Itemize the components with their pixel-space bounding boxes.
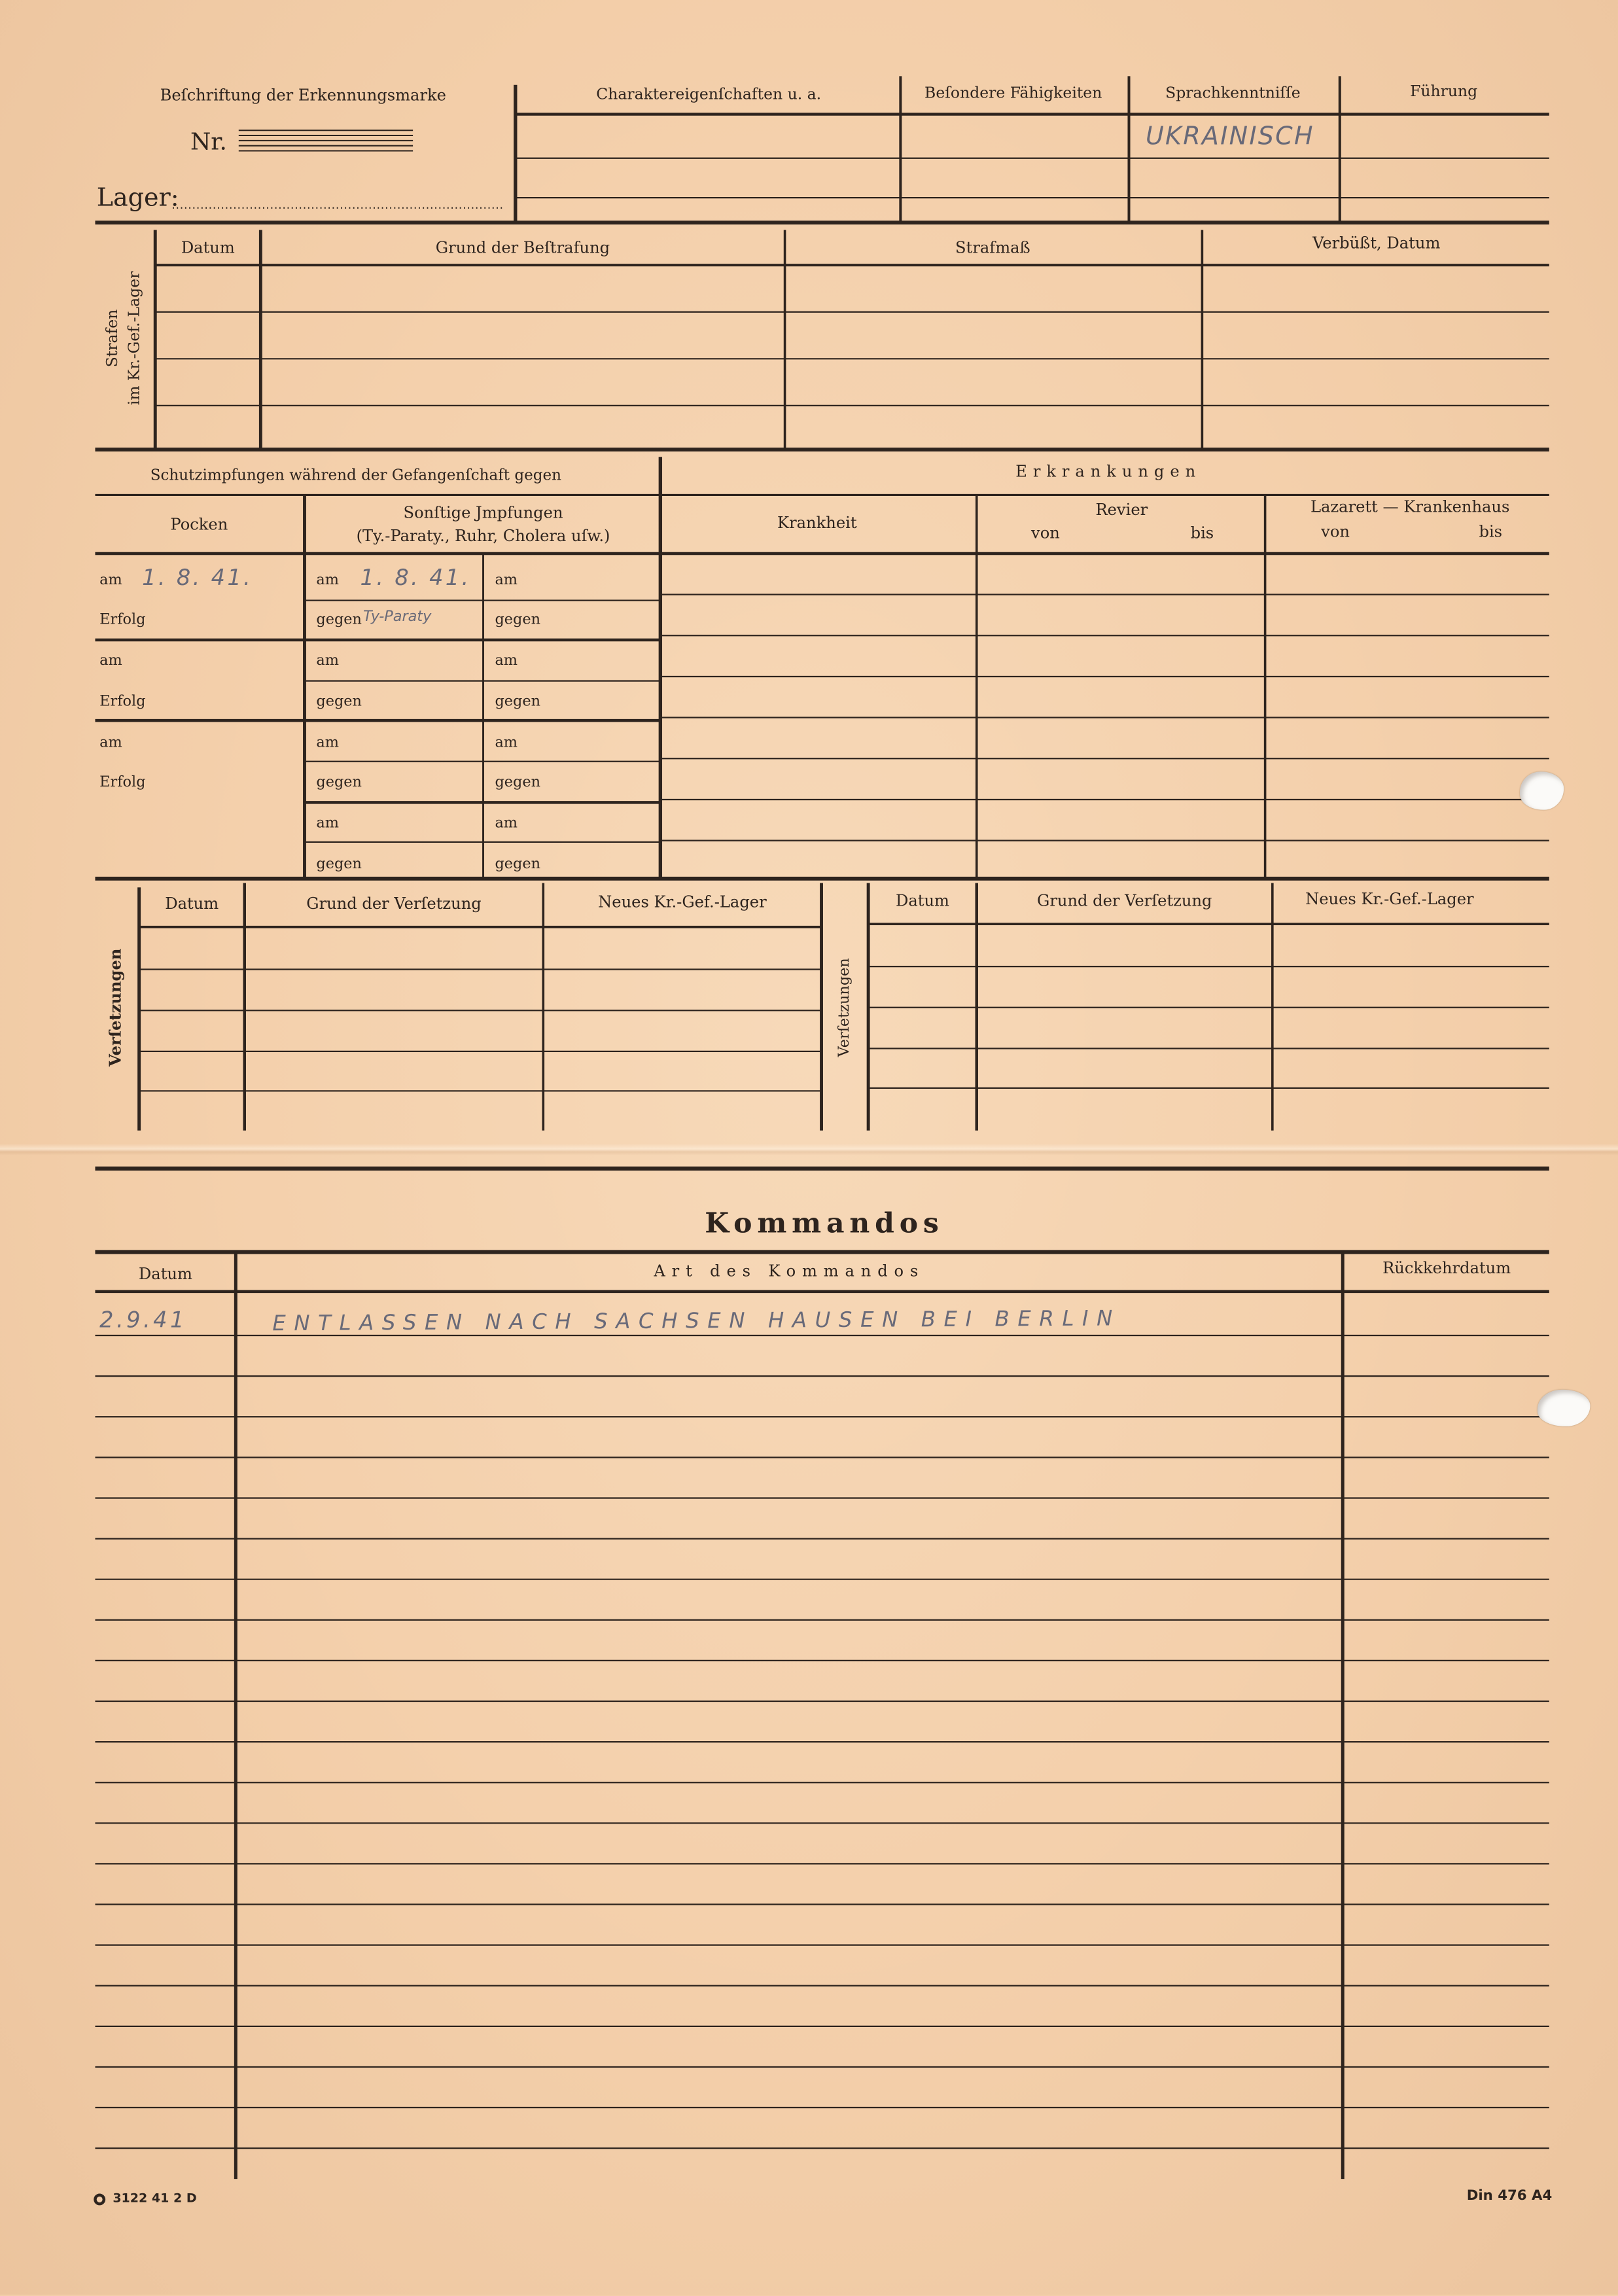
strafen-side-label-line-2: im Kr.-Gef.-Lager	[126, 271, 144, 406]
sonstige-am-label: am	[316, 653, 339, 669]
sonstige-gegen-label: gegen	[495, 857, 541, 873]
sonstige-gegen-label: gegen	[495, 694, 541, 711]
versetzungen-right-header-neues-lager: Neues Kr.-Gef.-Lager	[1305, 889, 1474, 909]
versetzungen-side-label-left: Verſetzungen	[106, 948, 126, 1067]
sprachkenntnisse-entry: UKRAINISCH	[1145, 122, 1314, 152]
sonstige-am-label: am	[316, 573, 339, 589]
revier-von-label: von	[1031, 523, 1060, 543]
lazarett-von-label: von	[1321, 522, 1350, 542]
pocken-am-label: am	[99, 735, 122, 752]
strafen-header-datum: Datum	[181, 238, 235, 257]
sonstige-am-label: am	[316, 815, 339, 832]
pocken-erfolg-label: Erfolg	[99, 774, 146, 791]
punch-hole	[1538, 1390, 1591, 1426]
kommandos-header-rueckkehrdatum: Rückkehrdatum	[1382, 1258, 1511, 1278]
sonstige-gegen-label: gegen	[316, 612, 362, 629]
kommandos-header-datum: Datum	[138, 1264, 192, 1284]
header-sprachkenntnisse: Sprachkenntniſſe	[1165, 84, 1301, 103]
strafen-side-label-line-1: Strafen	[103, 309, 122, 368]
strafen-header-grund: Grund der Beſtrafung	[435, 238, 610, 257]
strafen-side-label	[103, 272, 147, 406]
schutzimpfungen-title: Schutzimpfungen während der Gefangenſchaft gegen	[150, 467, 561, 485]
sonstige-gegen-label: gegen	[495, 612, 541, 629]
versetzungen-left-header-neues-lager: Neues Kr.-Gef.-Lager	[598, 892, 767, 912]
sonstige-impfungen-subheader: (Ty.-Paraty., Ruhr, Cholera uſw.)	[356, 526, 610, 546]
sonstige-am-entry: 1. 8. 41.	[360, 564, 471, 592]
sonstige-gegen-entry: Ty-Paraty	[363, 609, 432, 626]
lazarett-header: Lazarett — Krankenhaus	[1310, 497, 1510, 517]
sonstige-gegen-label: gegen	[316, 857, 362, 873]
versetzungen-side-label-right: Verſetzungen	[837, 958, 853, 1057]
lager-label: Lager:	[96, 183, 179, 213]
kommando-entry-datum: 2.9.41	[99, 1307, 187, 1333]
sonstige-gegen-label: gegen	[316, 694, 362, 711]
kommando-entry-art: ENTLASSEN NACH SACHSEN HAUSEN BEI BERLIN	[272, 1307, 1121, 1337]
sonstige-impfungen-header: Sonſtige Jmpfungen	[403, 503, 563, 523]
punch-hole	[1520, 771, 1564, 809]
versetzungen-left-header-datum: Datum	[165, 894, 219, 913]
kommandos-title: Kommandos	[705, 1207, 944, 1240]
printer-mark-icon	[94, 2194, 105, 2206]
strafen-header-verbuesst-datum: Verbüßt, Datum	[1312, 234, 1441, 253]
strafen-header-strafmass: Strafmaß	[955, 238, 1030, 257]
sonstige-am-label: am	[316, 735, 339, 752]
fold-crease	[0, 1144, 1618, 1156]
header-charaktereigenschaften: Charaktereigenſchaften u. a.	[596, 86, 822, 104]
pocken-erfolg-label: Erfolg	[99, 694, 146, 711]
din-format-label: Din 476 A4	[1466, 2188, 1553, 2204]
pocken-am-entry: 1. 8. 41.	[142, 564, 253, 592]
sonstige-am-label: am	[495, 735, 518, 752]
header-fuehrung: Führung	[1410, 83, 1478, 101]
pocken-header: Pocken	[170, 514, 228, 534]
pocken-am-label: am	[99, 653, 122, 669]
sonstige-gegen-label: gegen	[316, 774, 362, 791]
pocken-am-label: am	[99, 573, 122, 589]
versetzungen-left-header-grund: Grund der Verſetzung	[306, 894, 482, 913]
sonstige-gegen-label: gegen	[495, 774, 541, 791]
revier-bis-label: bis	[1190, 523, 1214, 543]
sonstige-am-label: am	[495, 815, 518, 832]
print-code: 3122 41 2 D	[113, 2191, 197, 2207]
header-besondere-faehigkeiten: Beſondere Fähigkeiten	[924, 84, 1102, 103]
pocken-erfolg-label: Erfolg	[99, 612, 146, 629]
erkennungsmarke-title: Beſchriftung der Erkennungsmarke	[160, 86, 446, 105]
versetzungen-right-header-grund: Grund der Verſetzung	[1037, 891, 1212, 911]
lazarett-bis-label: bis	[1479, 522, 1503, 542]
sonstige-am-label: am	[495, 573, 518, 589]
nr-label: Nr.	[190, 127, 227, 156]
revier-header: Revier	[1095, 500, 1148, 520]
erkrankungen-title: Erkrankungen	[1015, 462, 1202, 482]
krankheit-header: Krankheit	[777, 513, 857, 533]
versetzungen-right-header-datum: Datum	[895, 891, 949, 911]
kommandos-header-art: Art des Kommandos	[654, 1262, 925, 1281]
sonstige-am-label: am	[495, 653, 518, 669]
